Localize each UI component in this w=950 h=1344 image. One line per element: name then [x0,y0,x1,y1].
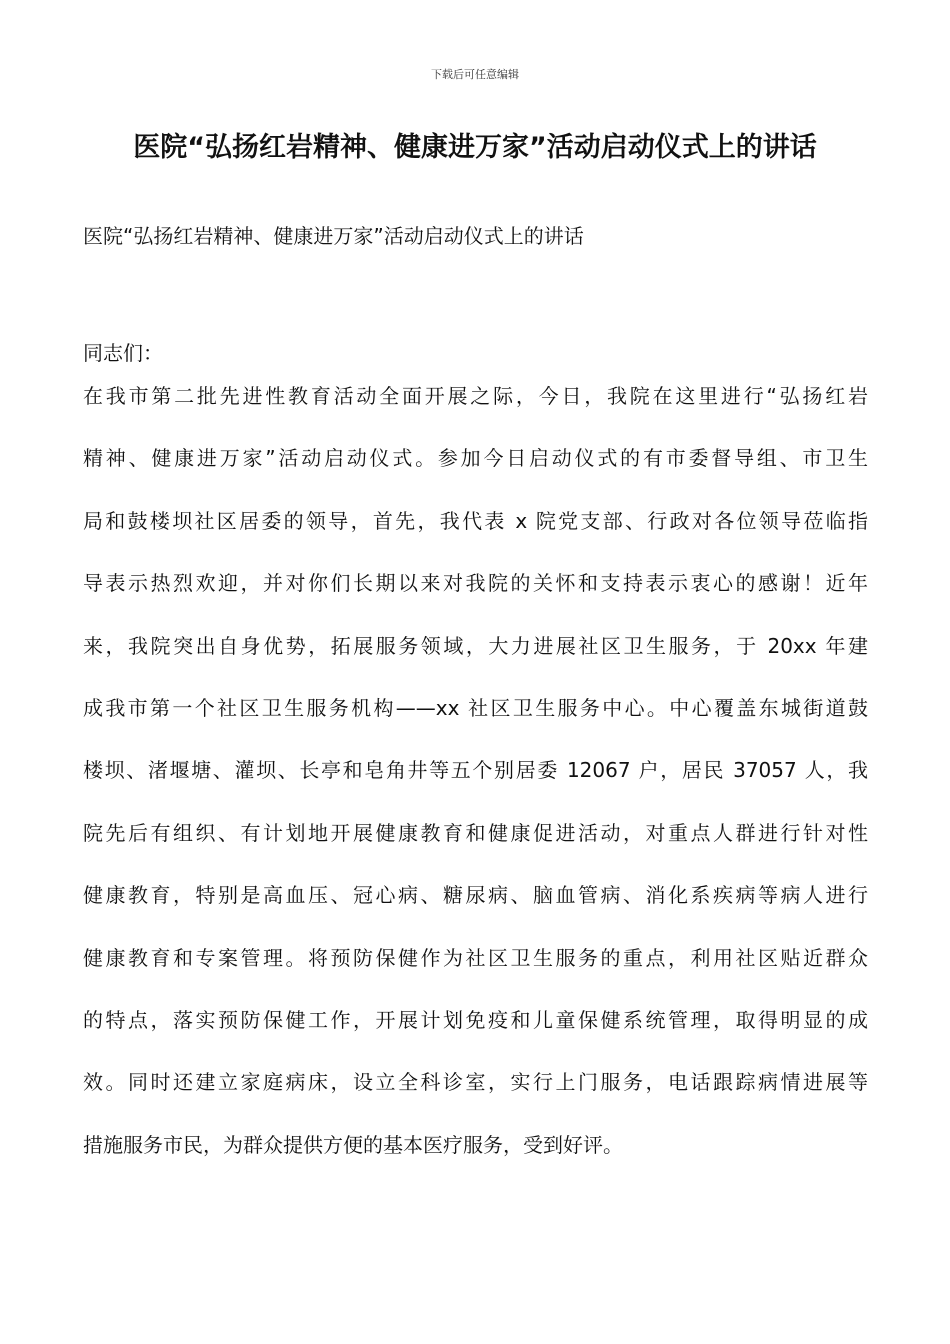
body-line: 健康教育和专案管理。将预防保健作为社区卫生服务的重点，利用社区贴近群众 [83,945,868,970]
body-paragraph [83,365,868,1176]
body-line: 来，我院突出自身优势，拓展服务领域，大力进展社区卫生服务，于 20xx 年建 [83,633,868,658]
body-line: 院先后有组织、有计划地开展健康教育和健康促进活动，对重点人群进行针对性 [83,820,868,845]
salutation: 同志们： [83,341,163,365]
body-line: 局和鼓楼坝社区居委的领导，首先，我代表 x 院党支部、行政对各位领导莅临指 [83,508,868,533]
document-title: 医院“弘扬红岩精神、健康进万家”活动启动仪式上的讲话 [133,132,817,163]
body-line: 精神、健康进万家”活动启动仪式。参加今日启动仪式的有市委督导组、市卫生 [83,446,868,471]
body-line: 效。同时还建立家庭病床，设立全科诊室，实行上门服务，电话跟踪病情进展等 [83,1070,868,1095]
body-line: 健康教育，特别是高血压、冠心病、糖尿病、脑血管病、消化系疾病等病人进行 [83,883,868,908]
body-line: 措施服务市民，为群众提供方便的基本医疗服务，受到好评。 [83,1132,623,1157]
body-line: 成我市第一个社区卫生服务机构——xx 社区卫生服务中心。中心覆盖东城街道鼓 [83,695,868,720]
body-line: 楼坝、渚堰塘、灌坝、长亭和皂角井等五个别居委 12067 户，居民 37057 人，我 [83,758,868,783]
body-line: 导表示热烈欢迎，并对你们长期以来对我院的关怀和支持表示衷心的感谢！近年 [83,571,868,596]
document-subtitle: 医院“弘扬红岩精神、健康进万家”活动启动仪式上的讲话 [83,224,584,248]
header-note: 下载后可任意编辑 [431,68,519,81]
body-line: 在我市第二批先进性教育活动全面开展之际，今日，我院在这里进行“弘扬红岩 [83,384,868,408]
body-line: 的特点，落实预防保健工作，开展计划免疫和儿童保健系统管理，取得明显的成 [83,1007,868,1032]
